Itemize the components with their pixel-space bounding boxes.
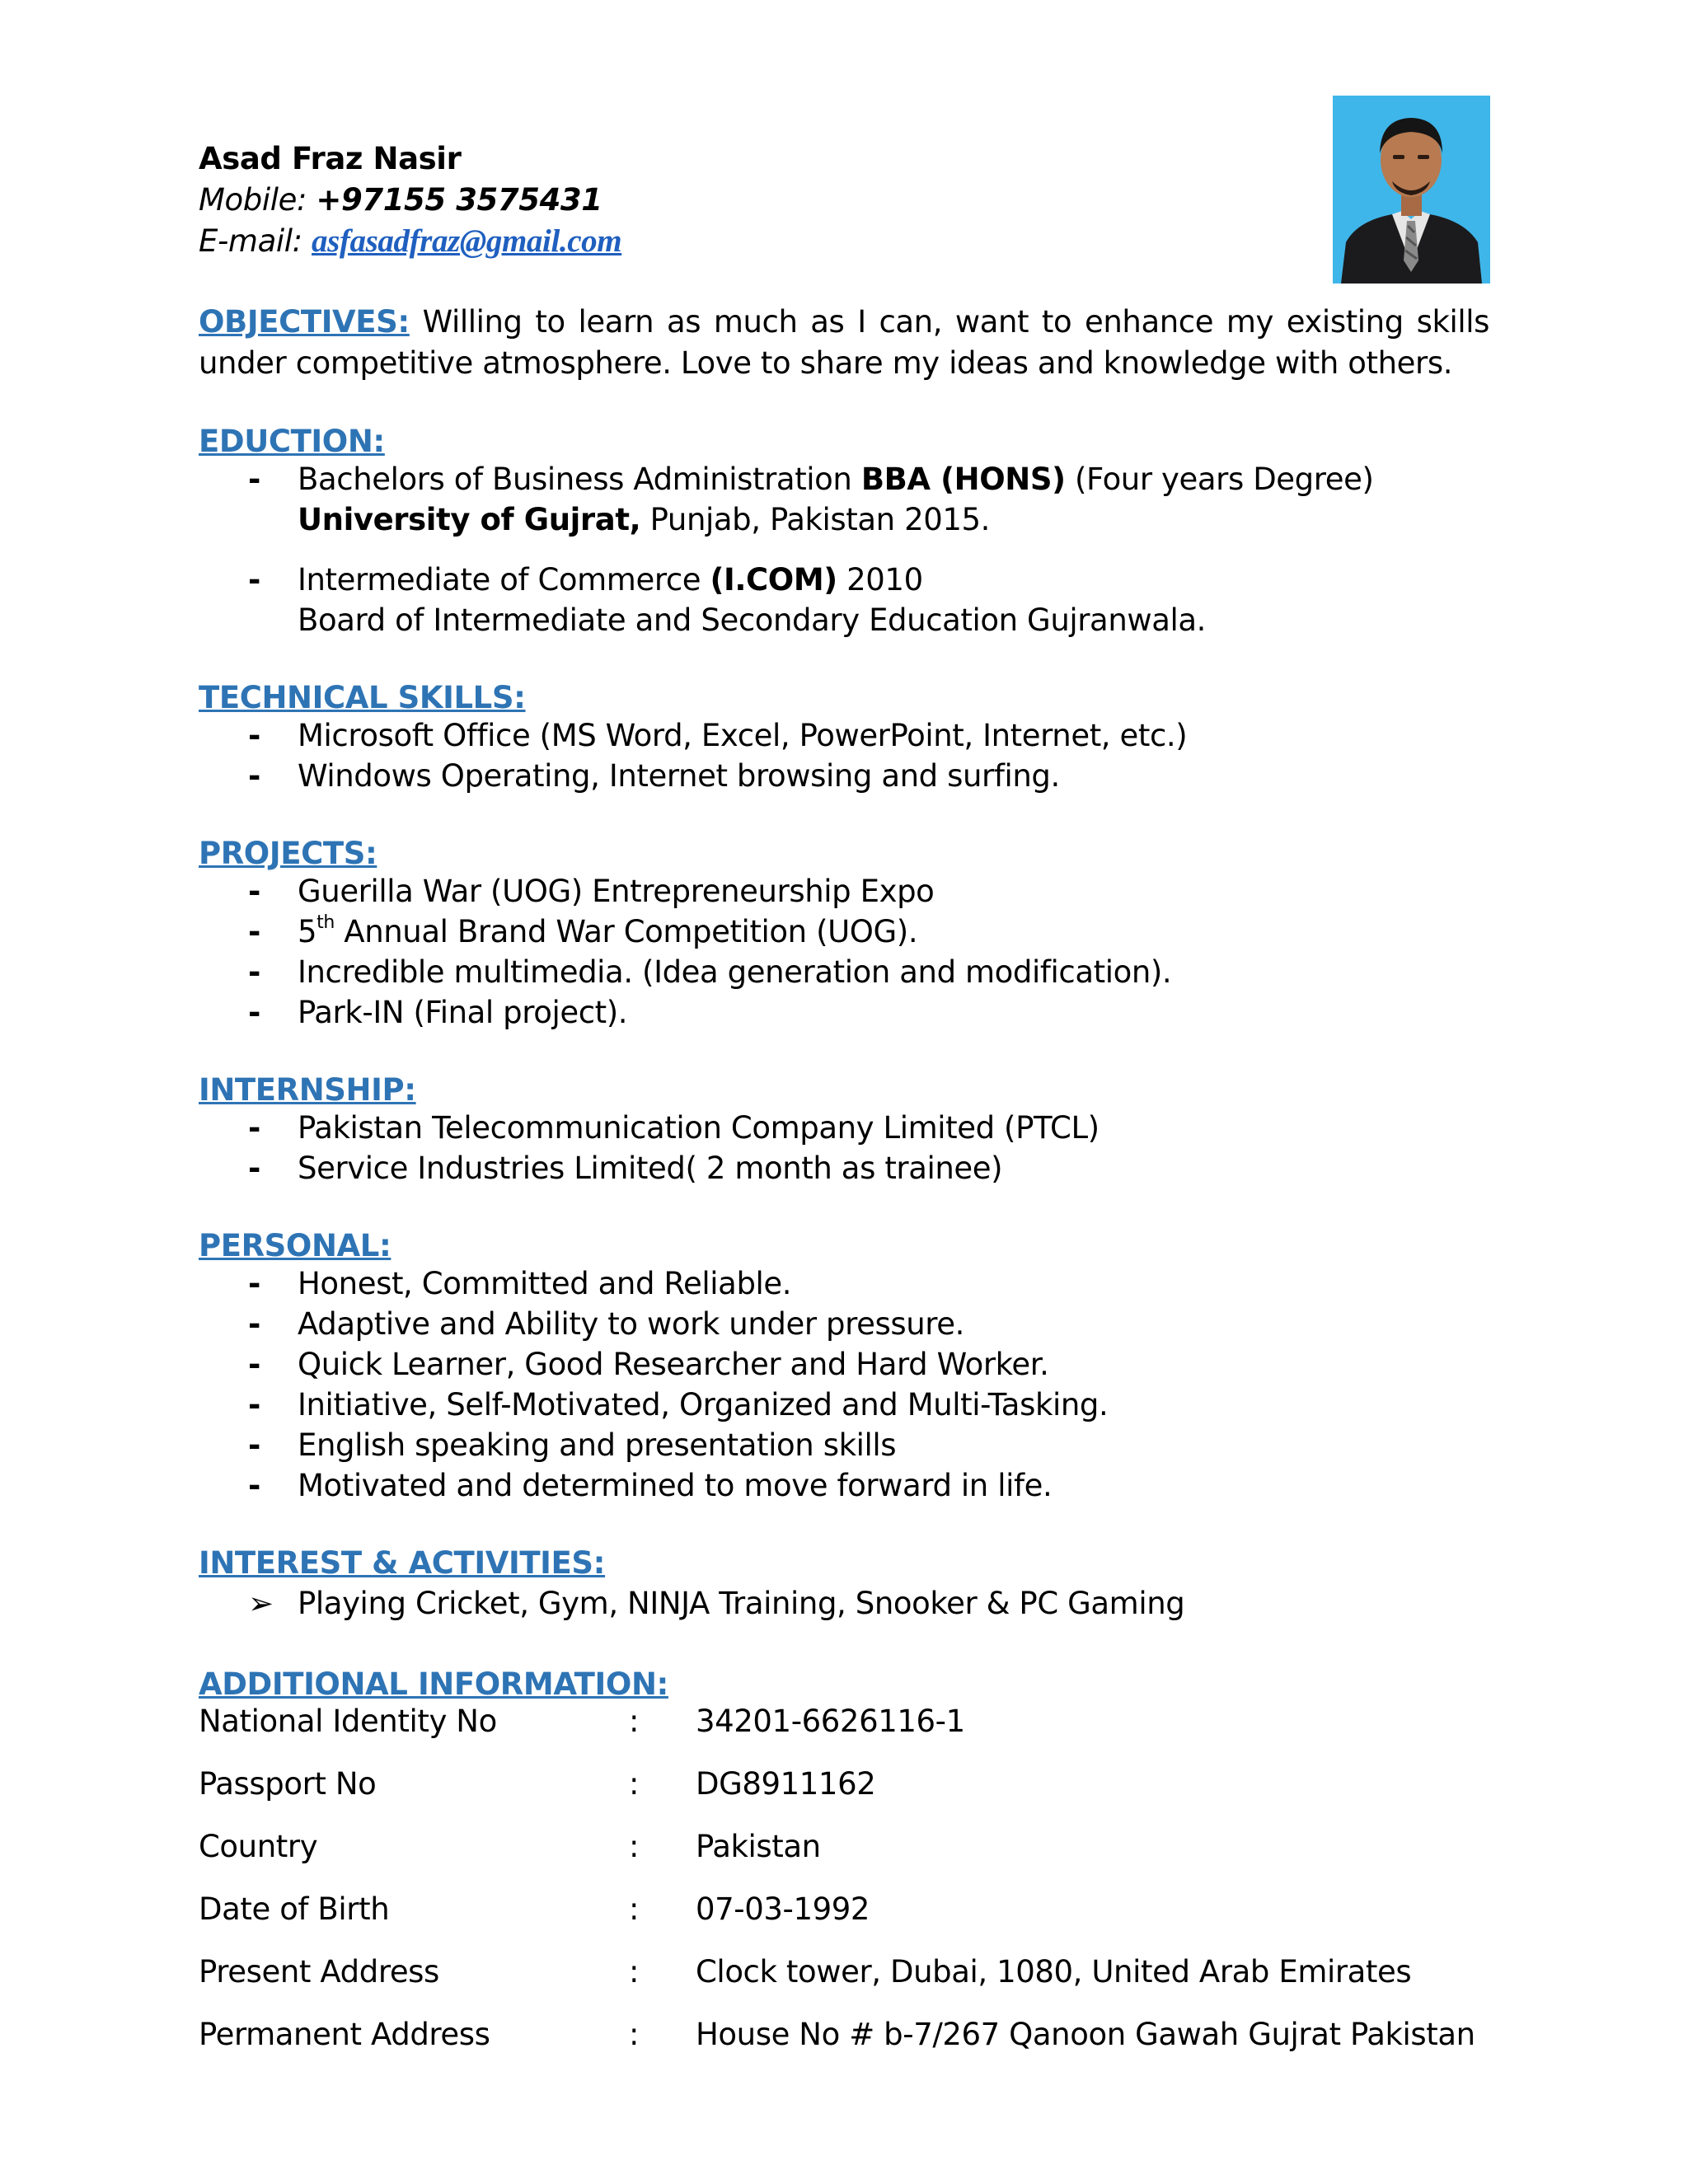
interests-section <box>199 1545 1489 1627</box>
dash-bullet: - <box>248 1110 260 1146</box>
list-item-text: Motivated and determined to move forward in life. <box>298 1468 1053 1503</box>
list-item <box>199 1385 1489 1425</box>
list-item <box>199 1581 1489 1627</box>
dash-bullet: - <box>248 874 260 909</box>
list-item <box>199 1108 1489 1148</box>
list-item <box>199 1465 1489 1506</box>
list-item <box>199 1344 1489 1385</box>
list-item-text: Service Industries Limited( 2 month as trainee) <box>298 1151 1003 1186</box>
technical-skills-section <box>199 680 1489 796</box>
list-item <box>199 1425 1489 1465</box>
list-item <box>199 756 1489 796</box>
education-list <box>199 459 1489 640</box>
info-value: Pakistan <box>696 1829 821 1864</box>
projects-section <box>199 836 1489 1033</box>
dash-bullet: - <box>248 562 260 598</box>
additional-info-heading: ADDITIONAL INFORMATION: <box>199 1666 668 1702</box>
education-heading: EDUCTION: <box>199 424 385 459</box>
degree-duration: (Four years Degree) <box>1065 462 1374 497</box>
list-item-text: Playing Cricket, Gym, NINJA Training, Snooker & PC Gaming <box>298 1586 1185 1621</box>
table-row <box>199 1766 1475 1829</box>
university-name: University of Gujrat, <box>298 502 641 537</box>
interests-list <box>199 1581 1489 1627</box>
email-line <box>199 221 1489 262</box>
email-label: E-mail: <box>199 223 312 259</box>
dash-bullet: - <box>248 718 260 753</box>
dash-bullet: - <box>248 462 260 497</box>
info-separator: : <box>629 1891 640 1927</box>
personal-section <box>199 1228 1489 1506</box>
dash-bullet: - <box>248 1306 260 1342</box>
intermediate-year: 2010 <box>837 562 923 598</box>
list-item <box>199 1148 1489 1188</box>
info-value: 07-03-1992 <box>696 1891 870 1927</box>
table-row <box>199 1954 1475 2017</box>
dash-bullet: - <box>248 758 260 794</box>
info-key: Passport No <box>199 1766 377 1802</box>
info-key: Date of Birth <box>199 1891 390 1927</box>
info-separator: : <box>629 2017 640 2052</box>
list-item-text: Guerilla War (UOG) Entrepreneurship Expo <box>298 874 935 909</box>
dash-bullet: - <box>248 1266 260 1301</box>
list-item <box>199 459 1489 540</box>
info-key: Present Address <box>199 1954 439 1990</box>
info-value: 34201-6626116-1 <box>696 1704 965 1739</box>
list-item-text: Annual Brand War Competition (UOG). <box>334 914 918 949</box>
list-item-text: Quick Learner, Good Researcher and Hard Worker. <box>298 1347 1049 1382</box>
info-key: Country <box>199 1829 318 1864</box>
list-item-text: Adaptive and Ability to work under pressure. <box>298 1306 964 1342</box>
candidate-name: Asad Fraz Nasir <box>199 141 462 176</box>
resume-content <box>199 138 1489 2079</box>
list-item-text: Initiative, Self-Motivated, Organized and Multi-Tasking. <box>298 1387 1109 1422</box>
info-value: Clock tower, Dubai, 1080, United Arab Emirates <box>696 1954 1412 1990</box>
info-separator: : <box>629 1829 640 1864</box>
degree-text: Bachelors of Business Administration <box>298 462 861 497</box>
intermediate-text: Intermediate of Commerce <box>298 562 710 598</box>
technical-skills-list <box>199 715 1489 796</box>
info-key: National Identity No <box>199 1704 497 1739</box>
list-item <box>199 560 1489 640</box>
table-row <box>199 1829 1475 1891</box>
list-item <box>199 952 1489 992</box>
table-row <box>199 1704 1475 1766</box>
board-name: Board of Intermediate and Secondary Education Gujranwala. <box>298 602 1207 638</box>
dash-bullet: - <box>248 1468 260 1503</box>
interests-heading: INTEREST & ACTIVITIES: <box>199 1545 606 1581</box>
objectives-text: Willing to learn as much as I can, want to enhance my existing skills under competitive atmosphere. Love to share my ideas and knowledge with others. <box>199 304 1489 381</box>
info-separator: : <box>629 1766 640 1802</box>
list-item <box>199 715 1489 756</box>
mobile-line <box>199 180 1489 221</box>
dash-bullet: - <box>248 1387 260 1422</box>
internship-list <box>199 1108 1489 1188</box>
projects-heading: PROJECTS: <box>199 836 377 871</box>
list-item-text: Microsoft Office (MS Word, Excel, PowerPoint, Internet, etc.) <box>298 718 1188 753</box>
dash-bullet: - <box>248 954 260 990</box>
list-item-text: Park-IN (Final project). <box>298 995 628 1030</box>
projects-list <box>199 871 1489 1033</box>
objectives-section <box>199 302 1489 384</box>
list-item <box>199 992 1489 1033</box>
degree-code: BBA (HONS) <box>860 462 1066 497</box>
university-location: Punjab, Pakistan 2015. <box>640 502 990 537</box>
list-item-text: Pakistan Telecommunication Company Limited (PTCL) <box>298 1110 1100 1146</box>
list-item <box>199 871 1489 912</box>
mobile-label: Mobile: <box>199 182 316 218</box>
list-item-text: Incredible multimedia. (Idea generation and modification). <box>298 954 1172 990</box>
dash-bullet: - <box>248 1427 260 1463</box>
info-separator: : <box>629 1704 640 1739</box>
list-item <box>199 1304 1489 1344</box>
email-link[interactable]: asfasadfraz@gmail.com <box>312 223 622 259</box>
list-item <box>199 1263 1489 1304</box>
list-item-text: Windows Operating, Internet browsing and surfing. <box>298 758 1060 794</box>
info-separator: : <box>629 1954 640 1990</box>
arrow-bullet-icon: ➢ <box>248 1586 274 1621</box>
dash-bullet: - <box>248 914 260 949</box>
internship-section <box>199 1072 1489 1188</box>
ordinal-number: 5 <box>298 914 317 949</box>
table-row <box>199 1891 1475 1954</box>
additional-info-table <box>199 1704 1475 2079</box>
info-value: DG8911162 <box>696 1766 876 1802</box>
objectives-heading: OBJECTIVES: <box>199 304 410 340</box>
ordinal-suffix: th <box>316 912 335 933</box>
technical-skills-heading: TECHNICAL SKILLS: <box>199 680 526 715</box>
list-item-text: Honest, Committed and Reliable. <box>298 1266 792 1301</box>
list-item <box>199 912 1489 952</box>
dash-bullet: - <box>248 995 260 1030</box>
info-value: House No # b-7/267 Qanoon Gawah Gujrat Pakistan <box>696 2017 1475 2052</box>
intermediate-code: (I.COM) <box>710 562 837 598</box>
dash-bullet: - <box>248 1151 260 1186</box>
contact-header <box>199 138 1489 262</box>
info-key: Permanent Address <box>199 2017 490 2052</box>
education-section <box>199 424 1489 640</box>
personal-list <box>199 1263 1489 1506</box>
mobile-number: +97155 3575431 <box>316 182 603 218</box>
list-item-text: English speaking and presentation skills <box>298 1427 897 1463</box>
additional-info-section <box>199 1666 1489 2079</box>
personal-heading: PERSONAL: <box>199 1228 392 1263</box>
dash-bullet: - <box>248 1347 260 1382</box>
internship-heading: INTERNSHIP: <box>199 1072 416 1108</box>
table-row <box>199 2017 1475 2079</box>
